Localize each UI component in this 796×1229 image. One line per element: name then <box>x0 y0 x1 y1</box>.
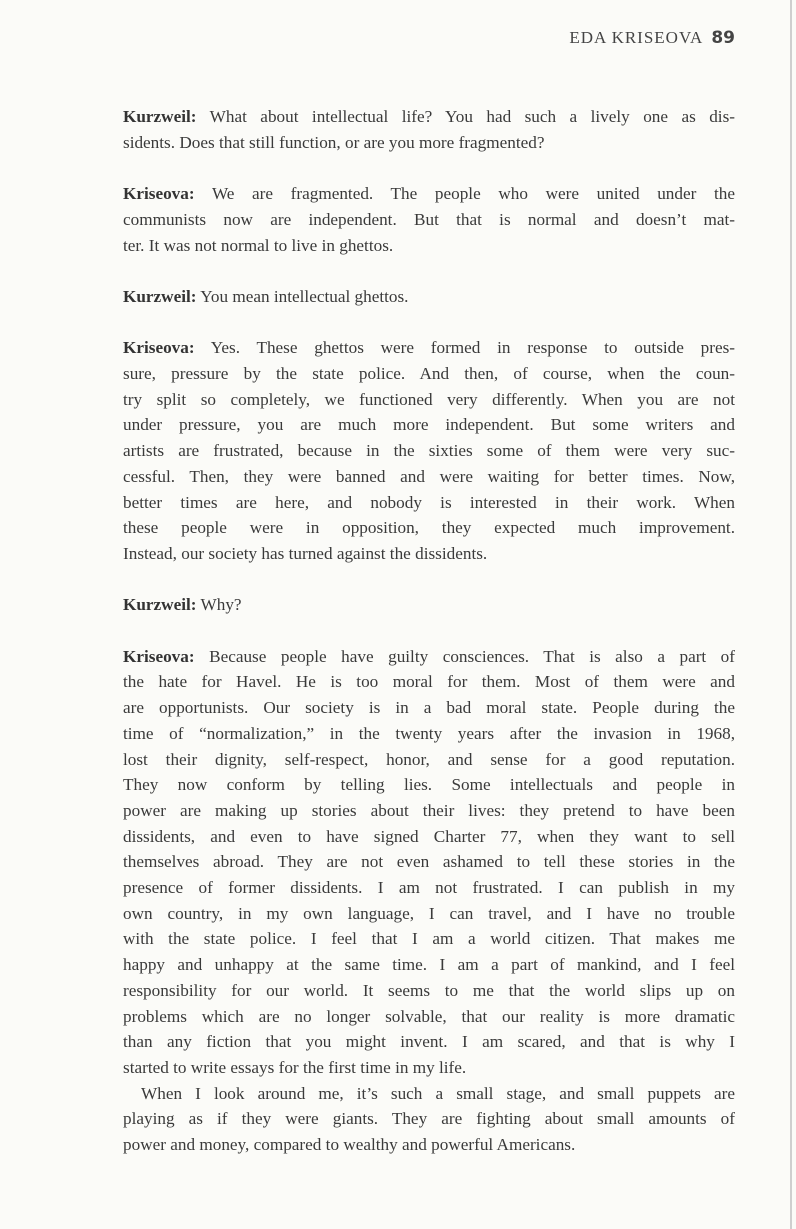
speaker-label: Kurzweil: <box>123 595 197 615</box>
line-text: Yes. These ghettos were formed in response to outside pres- <box>210 338 735 358</box>
text-line <box>123 592 735 618</box>
page-number: 89 <box>711 28 735 48</box>
line-text: sidents. Does that still function, or are you more fragmented? <box>123 132 545 152</box>
text-line <box>123 1081 735 1107</box>
text-line <box>123 644 735 670</box>
text-line <box>123 1132 735 1158</box>
text-line <box>123 824 735 850</box>
line-text: try split so completely, we functioned very differently. When you are not <box>123 389 735 409</box>
text-line <box>123 387 735 413</box>
text-line <box>123 772 735 798</box>
text-line <box>123 541 735 567</box>
text-line <box>123 515 735 541</box>
line-text: sure, pressure by the state police. And then, of course, when the coun- <box>123 363 735 383</box>
text-line <box>123 1055 735 1081</box>
line-text: They now conform by telling lies. Some intellectuals and people in <box>123 775 735 795</box>
text-line <box>123 361 735 387</box>
line-text: communists now are independent. But that is normal and doesn’t mat- <box>123 209 735 229</box>
line-text: problems which are no longer solvable, that our reality is more dramatic <box>123 1006 735 1026</box>
text-line <box>123 284 735 310</box>
line-text: these people were in opposition, they expected much improvement. <box>123 518 735 538</box>
line-text: the hate for Havel. He is too moral for them. Most of them were and <box>123 672 735 692</box>
interview-text <box>123 104 735 1183</box>
line-text: Because people have guilty consciences. That is also a part of <box>209 646 735 666</box>
text-line <box>123 695 735 721</box>
line-text: Why? <box>200 595 242 615</box>
line-text: What about intellectual life? You had such a lively one as dis- <box>209 107 735 126</box>
text-line <box>123 335 735 361</box>
interview-exchange <box>123 592 735 618</box>
line-text: ter. It was not normal to live in ghettos. <box>123 235 394 255</box>
interview-exchange <box>123 335 735 566</box>
text-line <box>123 490 735 516</box>
line-text: playing as if they were giants. They are fighting about small amounts of <box>123 1109 735 1129</box>
line-text: under pressure, you are much more independent. But some writers and <box>123 415 735 435</box>
text-line <box>123 875 735 901</box>
text-line <box>123 669 735 695</box>
line-text: own country, in my own language, I can travel, and I have no trouble <box>123 903 735 923</box>
line-text: artists are frustrated, because in the sixties some of them were very suc- <box>123 441 735 461</box>
text-line <box>123 412 735 438</box>
line-text: time of “normalization,” in the twenty years after the invasion in 1968, <box>123 723 735 743</box>
text-line <box>123 721 735 747</box>
paragraph-continuation <box>123 1081 735 1158</box>
text-line <box>123 233 735 259</box>
line-text: We are fragmented. The people who were united under the <box>211 184 735 204</box>
running-header <box>569 28 735 48</box>
line-text: lost their dignity, self-respect, honor, and sense for a good reputation. <box>123 749 735 769</box>
text-line <box>123 926 735 952</box>
interview-exchange <box>123 104 735 155</box>
speaker-label: Kriseova: <box>123 338 195 358</box>
page-edge <box>790 0 792 1229</box>
speaker-label: Kurzweil: <box>123 286 197 306</box>
line-text: better times are here, and nobody is interested in their work. When <box>123 492 735 512</box>
text-line <box>123 438 735 464</box>
line-text: cessful. Then, they were banned and were waiting for better times. Now, <box>123 466 735 486</box>
line-text: with the state police. I feel that I am a world citizen. That makes me <box>123 929 735 949</box>
interview-exchange <box>123 181 735 258</box>
line-text: power are making up stories about their lives: they pretend to have been <box>123 800 735 820</box>
line-text: started to write essays for the first time in my life. <box>123 1057 467 1077</box>
speaker-label: Kurzweil: <box>123 107 197 126</box>
interview-exchange <box>123 644 735 1081</box>
text-line <box>123 1004 735 1030</box>
text-line <box>123 181 735 207</box>
line-text: happy and unhappy at the same time. I am a part of mankind, and I feel <box>123 955 735 975</box>
line-text: Instead, our society has turned against the dissidents. <box>123 543 488 563</box>
text-line <box>123 130 735 156</box>
text-line <box>123 464 735 490</box>
line-text: than any fiction that you might invent. I am scared, and that is why I <box>123 1032 735 1052</box>
line-text: themselves abroad. They are not even ashamed to tell these stories in the <box>123 852 735 872</box>
text-line <box>123 978 735 1004</box>
interview-exchange <box>123 284 735 310</box>
speaker-label: Kriseova: <box>123 184 195 204</box>
line-text: presence of former dissidents. I am not frustrated. I can publish in my <box>123 878 735 898</box>
text-line <box>123 1106 735 1132</box>
line-text: You mean intellectual ghettos. <box>200 286 409 306</box>
text-line <box>123 104 735 130</box>
line-text: responsibility for our world. It seems to me that the world slips up on <box>123 980 735 1000</box>
speaker-label: Kriseova: <box>123 646 195 666</box>
text-line <box>123 849 735 875</box>
text-line <box>123 747 735 773</box>
text-line <box>123 1029 735 1055</box>
line-text: dissidents, and even to have signed Charter 77, when they want to sell <box>123 826 735 846</box>
text-line <box>123 798 735 824</box>
line-text: are opportunists. Our society is in a bad moral state. People during the <box>123 698 735 718</box>
text-line <box>123 901 735 927</box>
line-text: When I look around me, it’s such a small stage, and small puppets are <box>141 1083 735 1103</box>
chapter-title: EDA KRISEOVA <box>569 28 704 47</box>
line-text: power and money, compared to wealthy and powerful Americans. <box>123 1135 576 1155</box>
text-line <box>123 952 735 978</box>
text-line <box>123 207 735 233</box>
